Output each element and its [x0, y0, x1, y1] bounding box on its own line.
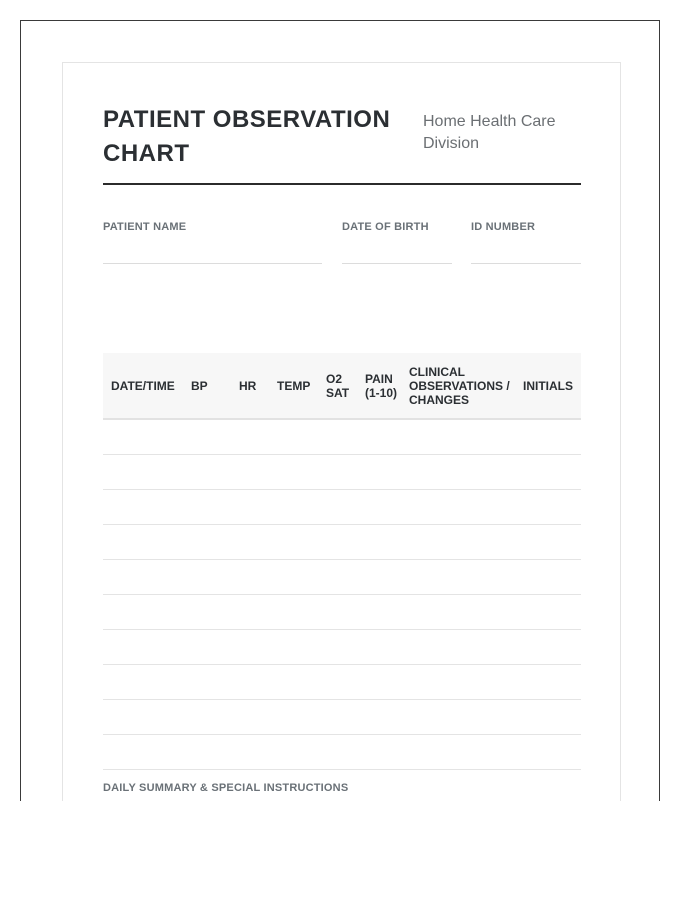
id-number-line — [471, 263, 581, 264]
id-number-label: ID NUMBER — [471, 221, 536, 233]
id-number-field[interactable] — [471, 221, 535, 233]
table-cell[interactable] — [269, 735, 318, 770]
table-row — [103, 735, 581, 770]
table-cell[interactable] — [183, 665, 231, 700]
table-cell[interactable] — [269, 560, 318, 595]
table-cell[interactable] — [318, 419, 357, 455]
table-cell[interactable] — [401, 630, 515, 665]
table-cell[interactable] — [269, 665, 318, 700]
table-cell[interactable] — [515, 455, 581, 490]
table-cell[interactable] — [231, 525, 269, 560]
page-title: PATIENT OBSERVATION CHART — [103, 106, 391, 167]
table-cell[interactable] — [231, 595, 269, 630]
table-row — [103, 630, 581, 665]
table-cell[interactable] — [318, 525, 357, 560]
table-cell[interactable] — [103, 560, 183, 595]
summary-label: DAILY SUMMARY & SPECIAL INSTRUCTIONS — [103, 782, 349, 794]
table-cell[interactable] — [357, 700, 401, 735]
table-row — [103, 560, 581, 595]
table-cell[interactable] — [357, 490, 401, 525]
chart-header — [103, 103, 581, 185]
chart-content — [103, 103, 581, 794]
table-cell[interactable] — [269, 630, 318, 665]
table-cell[interactable] — [515, 595, 581, 630]
table-cell[interactable] — [515, 525, 581, 560]
table-cell[interactable] — [318, 490, 357, 525]
table-cell[interactable] — [103, 735, 183, 770]
table-cell[interactable] — [515, 490, 581, 525]
table-row — [103, 700, 581, 735]
table-cell[interactable] — [103, 595, 183, 630]
table-cell[interactable] — [231, 419, 269, 455]
table-cell[interactable] — [103, 490, 183, 525]
observation-table-wrap — [103, 353, 581, 770]
table-cell[interactable] — [401, 665, 515, 700]
table-cell[interactable] — [183, 419, 231, 455]
table-cell[interactable] — [231, 735, 269, 770]
division-name: Home Health Care Division — [423, 113, 556, 152]
table-cell[interactable] — [515, 419, 581, 455]
table-cell[interactable] — [103, 419, 183, 455]
column-header-initials: INITIALS — [515, 353, 581, 419]
table-cell[interactable] — [231, 560, 269, 595]
table-cell[interactable] — [401, 735, 515, 770]
table-cell[interactable] — [515, 560, 581, 595]
table-cell[interactable] — [269, 525, 318, 560]
table-cell[interactable] — [357, 525, 401, 560]
column-header-hr: HR — [231, 353, 269, 419]
table-cell[interactable] — [318, 665, 357, 700]
table-cell[interactable] — [183, 560, 231, 595]
table-cell[interactable] — [318, 455, 357, 490]
table-cell[interactable] — [318, 735, 357, 770]
table-cell[interactable] — [401, 595, 515, 630]
table-cell[interactable] — [515, 735, 581, 770]
table-cell[interactable] — [401, 455, 515, 490]
table-cell[interactable] — [231, 455, 269, 490]
table-cell[interactable] — [357, 735, 401, 770]
table-header-row — [103, 353, 581, 419]
table-cell[interactable] — [318, 700, 357, 735]
table-cell[interactable] — [103, 665, 183, 700]
page-frame — [20, 20, 660, 801]
table-cell[interactable] — [515, 665, 581, 700]
table-cell[interactable] — [183, 490, 231, 525]
table-cell[interactable] — [401, 560, 515, 595]
table-cell[interactable] — [231, 700, 269, 735]
table-row — [103, 419, 581, 455]
observation-table — [103, 353, 581, 770]
observation-chart-sheet — [62, 62, 621, 801]
table-cell[interactable] — [183, 595, 231, 630]
table-cell[interactable] — [401, 419, 515, 455]
date-of-birth-field[interactable] — [342, 221, 429, 233]
table-cell[interactable] — [183, 630, 231, 665]
table-cell[interactable] — [318, 560, 357, 595]
date-of-birth-label: DATE OF BIRTH — [342, 221, 429, 233]
table-row — [103, 665, 581, 700]
table-cell[interactable] — [401, 490, 515, 525]
table-cell[interactable] — [103, 630, 183, 665]
table-cell[interactable] — [318, 595, 357, 630]
table-cell[interactable] — [269, 595, 318, 630]
column-header-bp: BP — [183, 353, 231, 419]
table-cell[interactable] — [269, 419, 318, 455]
table-row — [103, 490, 581, 525]
table-cell[interactable] — [231, 490, 269, 525]
table-row — [103, 595, 581, 630]
column-header-clinical-observations: CLINICAL OBSERVATIONS / CHANGES — [401, 353, 515, 419]
table-cell[interactable] — [269, 490, 318, 525]
table-cell[interactable] — [103, 700, 183, 735]
table-cell[interactable] — [231, 630, 269, 665]
patient-name-field[interactable] — [103, 221, 186, 233]
table-cell[interactable] — [269, 455, 318, 490]
date-of-birth-line — [342, 263, 452, 264]
table-cell[interactable] — [515, 700, 581, 735]
table-cell[interactable] — [401, 525, 515, 560]
patient-info-fields — [103, 185, 581, 265]
patient-name-label: PATIENT NAME — [103, 221, 187, 233]
table-cell[interactable] — [103, 525, 183, 560]
table-row — [103, 455, 581, 490]
table-cell[interactable] — [357, 560, 401, 595]
patient-name-line — [103, 263, 322, 264]
table-cell[interactable] — [231, 665, 269, 700]
table-cell[interactable] — [357, 595, 401, 630]
table-cell[interactable] — [183, 700, 231, 735]
table-body — [103, 419, 581, 770]
table-cell[interactable] — [103, 455, 183, 490]
table-cell[interactable] — [269, 700, 318, 735]
table-cell[interactable] — [357, 419, 401, 455]
table-cell[interactable] — [357, 630, 401, 665]
table-cell[interactable] — [318, 630, 357, 665]
table-cell[interactable] — [183, 525, 231, 560]
table-cell[interactable] — [401, 700, 515, 735]
table-cell[interactable] — [515, 630, 581, 665]
column-header-o2-sat: O2 SAT — [318, 353, 357, 419]
table-cell[interactable] — [183, 455, 231, 490]
table-row — [103, 525, 581, 560]
column-header-temp: TEMP — [269, 353, 318, 419]
column-header-pain: PAIN (1-10) — [357, 353, 401, 419]
table-cell[interactable] — [183, 735, 231, 770]
table-cell[interactable] — [357, 455, 401, 490]
table-cell[interactable] — [357, 665, 401, 700]
column-header-date-time: DATE/TIME — [103, 353, 183, 419]
